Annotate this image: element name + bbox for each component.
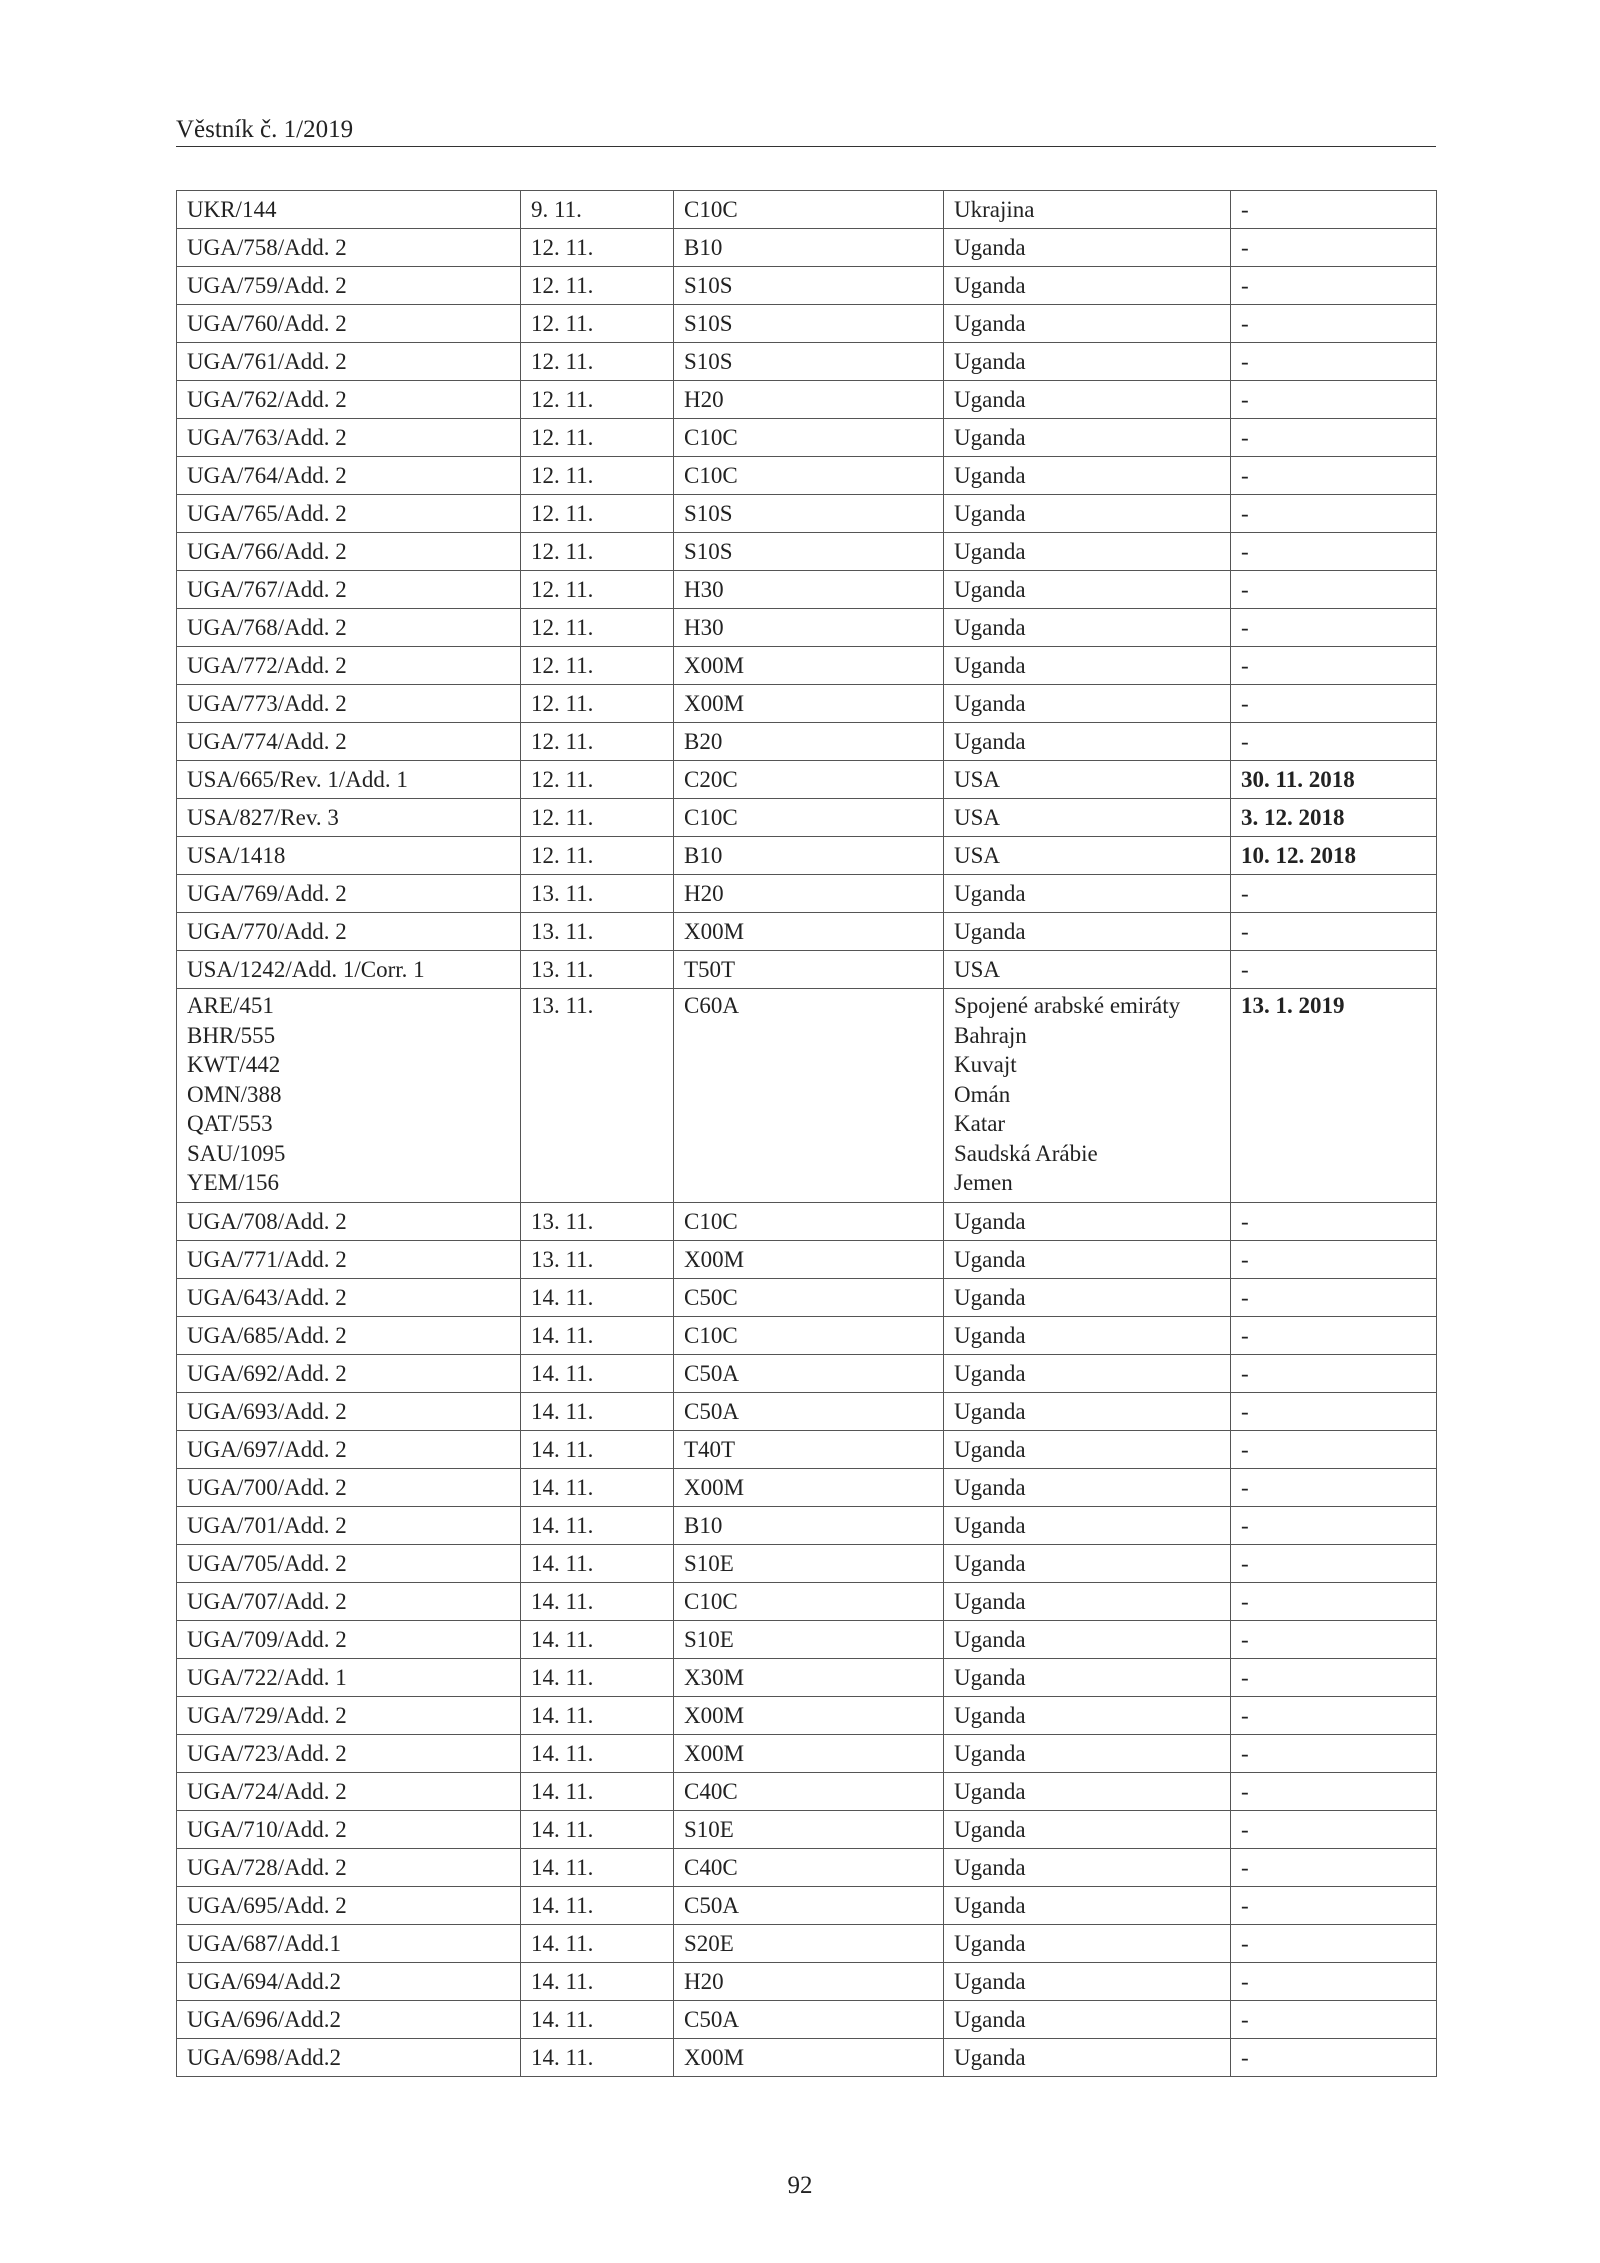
cell-date: 14. 11. (521, 1962, 674, 2000)
cell-date: 14. 11. (521, 1620, 674, 1658)
table-row (177, 457, 1437, 495)
cell-date: 12. 11. (521, 609, 674, 647)
cell-code: UKR/144 (177, 191, 521, 229)
table-row (177, 1658, 1437, 1696)
cell-country: Uganda (944, 1506, 1231, 1544)
cell-deadline: - (1231, 305, 1437, 343)
cell-symbol: S10E (674, 1620, 944, 1658)
cell-date: 14. 11. (521, 1278, 674, 1316)
page-number: 92 (787, 2172, 813, 2199)
cell-symbol: T40T (674, 1430, 944, 1468)
cell-symbol: X30M (674, 1658, 944, 1696)
table-row (177, 875, 1437, 913)
cell-country: Uganda (944, 1848, 1231, 1886)
cell-symbol: T50T (674, 951, 944, 989)
cell-deadline: - (1231, 1620, 1437, 1658)
cell-deadline: - (1231, 495, 1437, 533)
cell-date: 14. 11. (521, 1658, 674, 1696)
cell-date: 12. 11. (521, 533, 674, 571)
cell-country: Uganda (944, 1924, 1231, 1962)
cell-date: 13. 11. (521, 875, 674, 913)
cell-deadline: - (1231, 951, 1437, 989)
table-row (177, 1316, 1437, 1354)
cell-code: UGA/701/Add. 2 (177, 1506, 521, 1544)
cell-country: Uganda (944, 1316, 1231, 1354)
cell-symbol: C50A (674, 1354, 944, 1392)
cell-deadline: - (1231, 343, 1437, 381)
cell-country: Uganda (944, 419, 1231, 457)
cell-symbol: C50C (674, 1278, 944, 1316)
cell-code-line: OMN/388 (187, 1081, 282, 1107)
cell-code: UGA/694/Add.2 (177, 1962, 521, 2000)
cell-country: Uganda (944, 1962, 1231, 2000)
cell-country: Uganda (944, 1468, 1231, 1506)
cell-country: Uganda (944, 1620, 1231, 1658)
cell-date: 12. 11. (521, 723, 674, 761)
cell-date: 14. 11. (521, 1886, 674, 1924)
cell-country: USA (944, 951, 1231, 989)
cell-code: UGA/774/Add. 2 (177, 723, 521, 761)
cell-country-line: Jemen (954, 1170, 1013, 1195)
cell-code: UGA/707/Add. 2 (177, 1582, 521, 1620)
table-row (177, 685, 1437, 723)
cell-symbol: C10C (674, 191, 944, 229)
table-row (177, 1962, 1437, 2000)
cell-code: USA/1242/Add. 1/Corr. 1 (177, 951, 521, 989)
cell-code-line: QAT/553 (187, 1111, 273, 1136)
table-row (177, 1582, 1437, 1620)
cell-country: Uganda (944, 1886, 1231, 1924)
cell-country: Uganda (944, 2000, 1231, 2038)
cell-code: UGA/697/Add. 2 (177, 1430, 521, 1468)
cell-date: 13. 11. (521, 1240, 674, 1278)
table-row (177, 1240, 1437, 1278)
cell-code-line: KWT/442 (187, 1052, 281, 1077)
cell-date: 14. 11. (521, 1848, 674, 1886)
cell-date: 13. 11. (521, 1202, 674, 1240)
table-row (177, 1772, 1437, 1810)
cell-deadline: - (1231, 1924, 1437, 1962)
cell-symbol: B10 (674, 229, 944, 267)
cell-code: UGA/759/Add. 2 (177, 267, 521, 305)
cell-symbol: B10 (674, 837, 944, 875)
table-body (177, 191, 1437, 2077)
cell-country: Uganda (944, 229, 1231, 267)
table-row (177, 2038, 1437, 2076)
cell-symbol: X00M (674, 1240, 944, 1278)
cell-date: 14. 11. (521, 1430, 674, 1468)
cell-symbol: X00M (674, 913, 944, 951)
cell-code: UGA/771/Add. 2 (177, 1240, 521, 1278)
header-title: Věstník č. 1/2019 (176, 116, 354, 143)
table-row (177, 1392, 1437, 1430)
cell-date: 13. 11. (521, 951, 674, 989)
cell-symbol: H20 (674, 381, 944, 419)
cell-date: 12. 11. (521, 837, 674, 875)
table-row (177, 1734, 1437, 1772)
cell-code: UGA/696/Add.2 (177, 2000, 521, 2038)
table-row (177, 761, 1437, 799)
cell-symbol: H20 (674, 1962, 944, 2000)
table-row (177, 1544, 1437, 1582)
cell-country: Uganda (944, 1354, 1231, 1392)
cell-symbol: C50A (674, 1886, 944, 1924)
cell-code: UGA/767/Add. 2 (177, 571, 521, 609)
cell-country: Uganda (944, 1240, 1231, 1278)
cell-symbol: B20 (674, 723, 944, 761)
cell-code: UGA/766/Add. 2 (177, 533, 521, 571)
cell-code-line: BHR/555 (187, 1022, 276, 1048)
cell-deadline: - (1231, 1658, 1437, 1696)
cell-date: 12. 11. (521, 571, 674, 609)
cell-symbol: X00M (674, 685, 944, 723)
cell-date: 12. 11. (521, 647, 674, 685)
cell-code (177, 989, 521, 1203)
cell-symbol: C10C (674, 457, 944, 495)
cell-code: UGA/764/Add. 2 (177, 457, 521, 495)
cell-deadline: - (1231, 1354, 1437, 1392)
cell-symbol: B10 (674, 1506, 944, 1544)
cell-code: UGA/728/Add. 2 (177, 1848, 521, 1886)
cell-country: Uganda (944, 1202, 1231, 1240)
table-row (177, 1620, 1437, 1658)
cell-deadline: - (1231, 267, 1437, 305)
table-row (177, 951, 1437, 989)
cell-symbol: S10S (674, 267, 944, 305)
cell-deadline: - (1231, 1430, 1437, 1468)
cell-deadline: - (1231, 1506, 1437, 1544)
table-row (177, 1506, 1437, 1544)
cell-deadline: - (1231, 1734, 1437, 1772)
table-row (177, 1886, 1437, 1924)
cell-deadline: - (1231, 1316, 1437, 1354)
cell-country: Uganda (944, 533, 1231, 571)
cell-symbol: C10C (674, 419, 944, 457)
table-row (177, 799, 1437, 837)
cell-date: 12. 11. (521, 229, 674, 267)
cell-country: Uganda (944, 609, 1231, 647)
cell-country-line: Saudská Arábie (954, 1140, 1098, 1166)
cell-symbol: C10C (674, 799, 944, 837)
cell-country-line: Omán (954, 1081, 1011, 1107)
cell-country: Uganda (944, 571, 1231, 609)
cell-country-line: Kuvajt (954, 1052, 1017, 1077)
cell-country: Uganda (944, 267, 1231, 305)
cell-symbol: C20C (674, 761, 944, 799)
cell-symbol: S10S (674, 305, 944, 343)
table-row (177, 837, 1437, 875)
cell-code: UGA/709/Add. 2 (177, 1620, 521, 1658)
table-row (177, 1848, 1437, 1886)
cell-country: Uganda (944, 457, 1231, 495)
cell-symbol: C40C (674, 1772, 944, 1810)
table-row (177, 1810, 1437, 1848)
table-row (177, 533, 1437, 571)
cell-deadline: - (1231, 229, 1437, 267)
cell-date: 14. 11. (521, 1544, 674, 1582)
cell-symbol: S10S (674, 495, 944, 533)
cell-deadline: 10. 12. 2018 (1231, 837, 1437, 875)
cell-country: Uganda (944, 381, 1231, 419)
cell-symbol: C60A (674, 989, 944, 1203)
table-row (177, 229, 1437, 267)
cell-country: Uganda (944, 1430, 1231, 1468)
cell-country: Uganda (944, 1810, 1231, 1848)
cell-deadline: - (1231, 1468, 1437, 1506)
cell-date: 12. 11. (521, 267, 674, 305)
cell-country: Uganda (944, 1544, 1231, 1582)
cell-code: USA/1418 (177, 837, 521, 875)
table-row (177, 989, 1437, 1203)
cell-date: 12. 11. (521, 495, 674, 533)
cell-country: Uganda (944, 343, 1231, 381)
cell-deadline: - (1231, 1962, 1437, 2000)
cell-code-line: SAU/1095 (187, 1140, 286, 1166)
cell-deadline: - (1231, 1392, 1437, 1430)
cell-date: 12. 11. (521, 457, 674, 495)
cell-country: Uganda (944, 1582, 1231, 1620)
cell-date: 14. 11. (521, 1734, 674, 1772)
cell-country: Uganda (944, 495, 1231, 533)
cell-code: UGA/687/Add.1 (177, 1924, 521, 1962)
cell-code: USA/827/Rev. 3 (177, 799, 521, 837)
cell-date: 12. 11. (521, 343, 674, 381)
cell-country: Uganda (944, 723, 1231, 761)
cell-deadline: - (1231, 1202, 1437, 1240)
cell-code: UGA/770/Add. 2 (177, 913, 521, 951)
cell-code: UGA/769/Add. 2 (177, 875, 521, 913)
cell-symbol: C10C (674, 1316, 944, 1354)
cell-country: Uganda (944, 1734, 1231, 1772)
cell-date: 14. 11. (521, 1924, 674, 1962)
cell-deadline: - (1231, 2000, 1437, 2038)
cell-deadline: - (1231, 419, 1437, 457)
table-row (177, 1278, 1437, 1316)
cell-deadline: - (1231, 1810, 1437, 1848)
cell-date: 12. 11. (521, 799, 674, 837)
cell-date: 14. 11. (521, 2000, 674, 2038)
cell-symbol: C40C (674, 1848, 944, 1886)
cell-date: 12. 11. (521, 419, 674, 457)
cell-deadline: - (1231, 1696, 1437, 1734)
cell-symbol: S20E (674, 1924, 944, 1962)
cell-deadline: - (1231, 381, 1437, 419)
cell-date: 14. 11. (521, 1316, 674, 1354)
cell-deadline: - (1231, 1278, 1437, 1316)
table-row (177, 571, 1437, 609)
cell-date: 12. 11. (521, 381, 674, 419)
cell-country: Uganda (944, 913, 1231, 951)
cell-date: 12. 11. (521, 761, 674, 799)
table-row (177, 191, 1437, 229)
cell-deadline: - (1231, 1582, 1437, 1620)
cell-symbol: S10S (674, 343, 944, 381)
cell-code: UGA/698/Add.2 (177, 2038, 521, 2076)
cell-country: Uganda (944, 685, 1231, 723)
cell-deadline: 3. 12. 2018 (1231, 799, 1437, 837)
cell-deadline: - (1231, 913, 1437, 951)
cell-symbol: X00M (674, 1696, 944, 1734)
cell-deadline: - (1231, 533, 1437, 571)
table-row (177, 1202, 1437, 1240)
cell-date: 14. 11. (521, 1582, 674, 1620)
notifications-table (176, 190, 1437, 2077)
table-row (177, 267, 1437, 305)
cell-symbol: H30 (674, 609, 944, 647)
cell-date: 9. 11. (521, 191, 674, 229)
table-row (177, 381, 1437, 419)
cell-country: Uganda (944, 2038, 1231, 2076)
cell-deadline: - (1231, 1848, 1437, 1886)
cell-symbol: C10C (674, 1202, 944, 1240)
cell-code: UGA/772/Add. 2 (177, 647, 521, 685)
cell-date: 14. 11. (521, 2038, 674, 2076)
cell-deadline: - (1231, 1772, 1437, 1810)
cell-country (944, 989, 1231, 1203)
cell-symbol: X00M (674, 1468, 944, 1506)
cell-deadline: 13. 1. 2019 (1231, 989, 1437, 1203)
table-row (177, 2000, 1437, 2038)
cell-country: Uganda (944, 875, 1231, 913)
cell-symbol: X00M (674, 647, 944, 685)
cell-date: 14. 11. (521, 1772, 674, 1810)
cell-code: UGA/710/Add. 2 (177, 1810, 521, 1848)
cell-country-line: Spojené arabské emiráty (954, 993, 1181, 1018)
cell-deadline: - (1231, 191, 1437, 229)
cell-code: UGA/760/Add. 2 (177, 305, 521, 343)
cell-code: UGA/765/Add. 2 (177, 495, 521, 533)
cell-code: UGA/693/Add. 2 (177, 1392, 521, 1430)
cell-date: 13. 11. (521, 913, 674, 951)
cell-country: Uganda (944, 305, 1231, 343)
cell-deadline: - (1231, 875, 1437, 913)
cell-symbol: C10C (674, 1582, 944, 1620)
cell-code: UGA/729/Add. 2 (177, 1696, 521, 1734)
cell-date: 14. 11. (521, 1506, 674, 1544)
cell-code: UGA/724/Add. 2 (177, 1772, 521, 1810)
table-row (177, 419, 1437, 457)
cell-date: 12. 11. (521, 305, 674, 343)
table-row (177, 1924, 1437, 1962)
cell-date: 14. 11. (521, 1354, 674, 1392)
cell-symbol: C50A (674, 2000, 944, 2038)
table-row (177, 723, 1437, 761)
cell-code: UGA/763/Add. 2 (177, 419, 521, 457)
cell-deadline: - (1231, 685, 1437, 723)
cell-country: USA (944, 799, 1231, 837)
cell-country: USA (944, 761, 1231, 799)
cell-symbol: C50A (674, 1392, 944, 1430)
cell-country: Uganda (944, 1392, 1231, 1430)
table-row (177, 1354, 1437, 1392)
cell-country: Uganda (944, 1278, 1231, 1316)
cell-code: UGA/762/Add. 2 (177, 381, 521, 419)
cell-code: UGA/723/Add. 2 (177, 1734, 521, 1772)
cell-code-line: ARE/451 (187, 993, 274, 1018)
table-row (177, 609, 1437, 647)
cell-code: USA/665/Rev. 1/Add. 1 (177, 761, 521, 799)
cell-code: UGA/722/Add. 1 (177, 1658, 521, 1696)
cell-code: UGA/695/Add. 2 (177, 1886, 521, 1924)
cell-code: UGA/708/Add. 2 (177, 1202, 521, 1240)
cell-deadline: - (1231, 609, 1437, 647)
cell-deadline: 30. 11. 2018 (1231, 761, 1437, 799)
cell-deadline: - (1231, 1886, 1437, 1924)
cell-date: 14. 11. (521, 1696, 674, 1734)
cell-deadline: - (1231, 723, 1437, 761)
cell-symbol: X00M (674, 2038, 944, 2076)
cell-country: Ukrajina (944, 191, 1231, 229)
cell-country-line: Bahrajn (954, 1022, 1027, 1048)
cell-code: UGA/705/Add. 2 (177, 1544, 521, 1582)
cell-date: 14. 11. (521, 1468, 674, 1506)
cell-deadline: - (1231, 571, 1437, 609)
table-row (177, 495, 1437, 533)
cell-date: 12. 11. (521, 685, 674, 723)
cell-symbol: H20 (674, 875, 944, 913)
cell-code-line: YEM/156 (187, 1170, 279, 1195)
cell-symbol: S10E (674, 1810, 944, 1848)
cell-symbol: S10S (674, 533, 944, 571)
cell-code: UGA/761/Add. 2 (177, 343, 521, 381)
table-row (177, 1696, 1437, 1734)
table-row (177, 305, 1437, 343)
table-row (177, 913, 1437, 951)
cell-symbol: H30 (674, 571, 944, 609)
cell-code: UGA/700/Add. 2 (177, 1468, 521, 1506)
cell-date: 13. 11. (521, 989, 674, 1203)
cell-country: Uganda (944, 647, 1231, 685)
table-row (177, 1430, 1437, 1468)
cell-deadline: - (1231, 457, 1437, 495)
cell-code: UGA/685/Add. 2 (177, 1316, 521, 1354)
cell-deadline: - (1231, 1240, 1437, 1278)
cell-country: Uganda (944, 1772, 1231, 1810)
cell-deadline: - (1231, 1544, 1437, 1582)
cell-code: UGA/773/Add. 2 (177, 685, 521, 723)
table-row (177, 647, 1437, 685)
cell-date: 14. 11. (521, 1392, 674, 1430)
cell-country-line: Katar (954, 1111, 1006, 1136)
cell-date: 14. 11. (521, 1810, 674, 1848)
cell-code: UGA/758/Add. 2 (177, 229, 521, 267)
cell-country: USA (944, 837, 1231, 875)
cell-country: Uganda (944, 1696, 1231, 1734)
page-header (176, 112, 1436, 147)
table-row (177, 343, 1437, 381)
cell-code: UGA/643/Add. 2 (177, 1278, 521, 1316)
cell-deadline: - (1231, 2038, 1437, 2076)
cell-code: UGA/692/Add. 2 (177, 1354, 521, 1392)
cell-country: Uganda (944, 1658, 1231, 1696)
cell-symbol: S10E (674, 1544, 944, 1582)
cell-deadline: - (1231, 647, 1437, 685)
cell-code: UGA/768/Add. 2 (177, 609, 521, 647)
cell-symbol: X00M (674, 1734, 944, 1772)
table-row (177, 1468, 1437, 1506)
